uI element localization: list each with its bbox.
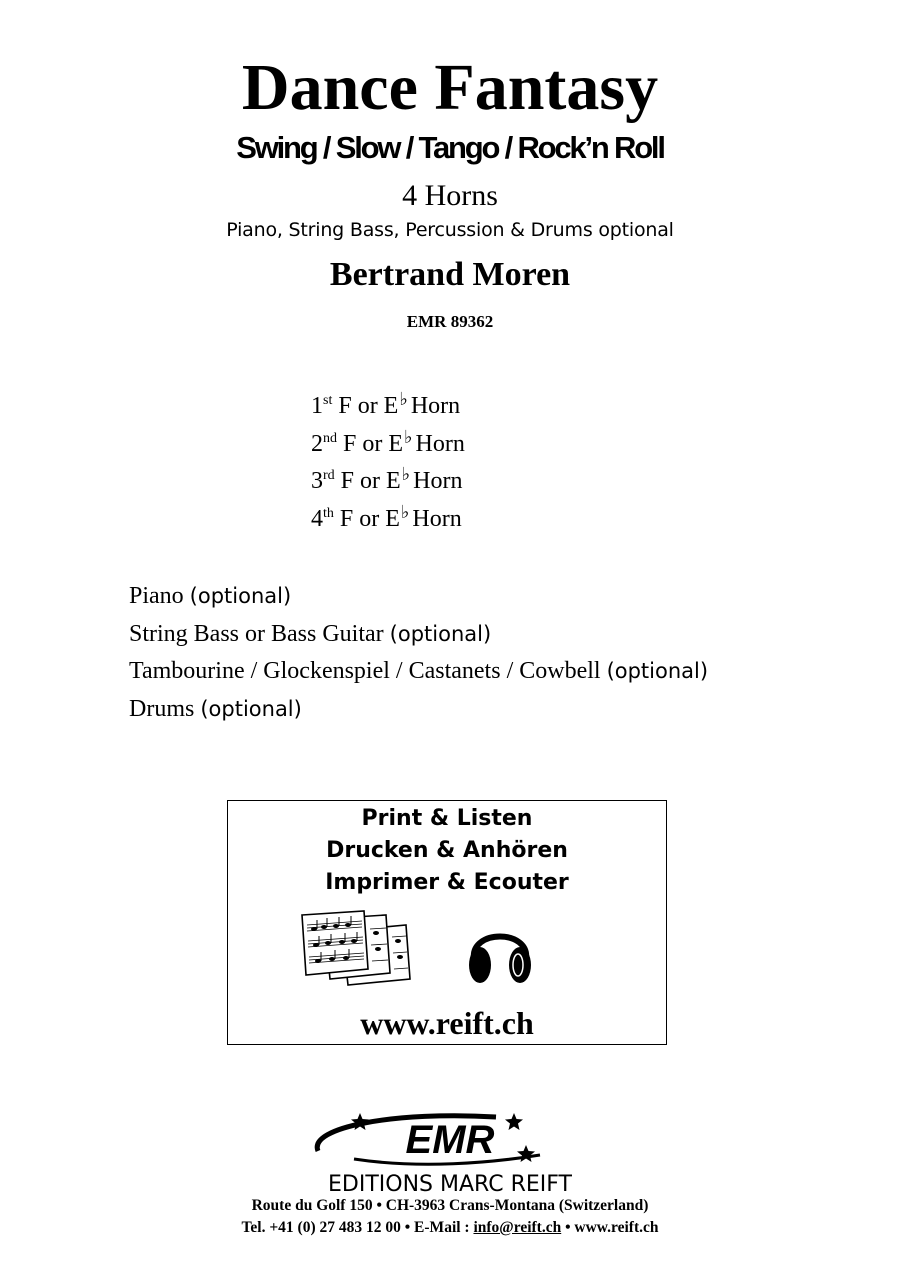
promo-url-link[interactable]: www.reift.ch	[360, 1005, 534, 1041]
horn-parts-list	[311, 388, 465, 539]
flat-sign: ♭	[404, 426, 413, 447]
flat-sign: ♭	[400, 502, 410, 523]
score-title: Dance Fantasy	[241, 51, 659, 124]
instrumentation: 4 Horns	[402, 179, 498, 212]
score-subtitle: Swing / Slow / Tango / Rock’n Roll	[236, 130, 664, 165]
promo-line-de: Drucken & Anhören	[326, 838, 568, 863]
catalog-number: EMR 89362	[406, 312, 494, 331]
optional-part: Drums (optional)	[129, 696, 302, 723]
promo-line-en: Print & Listen	[361, 806, 533, 831]
composer-name: Bertrand Moren	[329, 256, 571, 293]
optional-part: Tambourine / Glockenspiel / Castanets / Cowbell (optional)	[129, 658, 709, 685]
flat-sign: ♭	[401, 464, 411, 485]
emr-logo-text: EMR	[405, 1118, 495, 1162]
horn-part: 1st F or E♭ Horn	[311, 389, 461, 419]
horn-part: 3rd F or E♭ Horn	[311, 464, 463, 495]
optional-instruments-line: Piano, String Bass, Percussion & Drums optional	[226, 219, 674, 241]
optional-part: String Bass or Bass Guitar (optional)	[129, 620, 492, 647]
flat-sign: ♭	[399, 389, 408, 409]
headphones-icon	[466, 913, 534, 987]
publisher-name: EDITIONS MARC REIFT	[328, 1172, 572, 1195]
publisher-contact: Tel. +41 (0) 27 483 12 00 • E-Mail : info@reift.ch • www.reift.ch	[241, 1219, 659, 1236]
print-listen-box	[227, 800, 667, 1045]
email-link[interactable]: info@reift.ch	[473, 1219, 562, 1236]
sheet-music-icon	[298, 909, 414, 989]
optional-parts-list	[129, 578, 708, 729]
horn-part: 4th F or E♭ Horn	[311, 502, 462, 533]
optional-part: Piano (optional)	[129, 583, 292, 609]
horn-part: 2nd F or E♭ Horn	[311, 426, 465, 457]
emr-logo	[300, 1105, 600, 1195]
promo-line-fr: Imprimer & Ecouter	[325, 870, 569, 895]
publisher-address: Route du Golf 150 • CH-3963 Crans-Montana (Switzerland)	[251, 1197, 649, 1214]
